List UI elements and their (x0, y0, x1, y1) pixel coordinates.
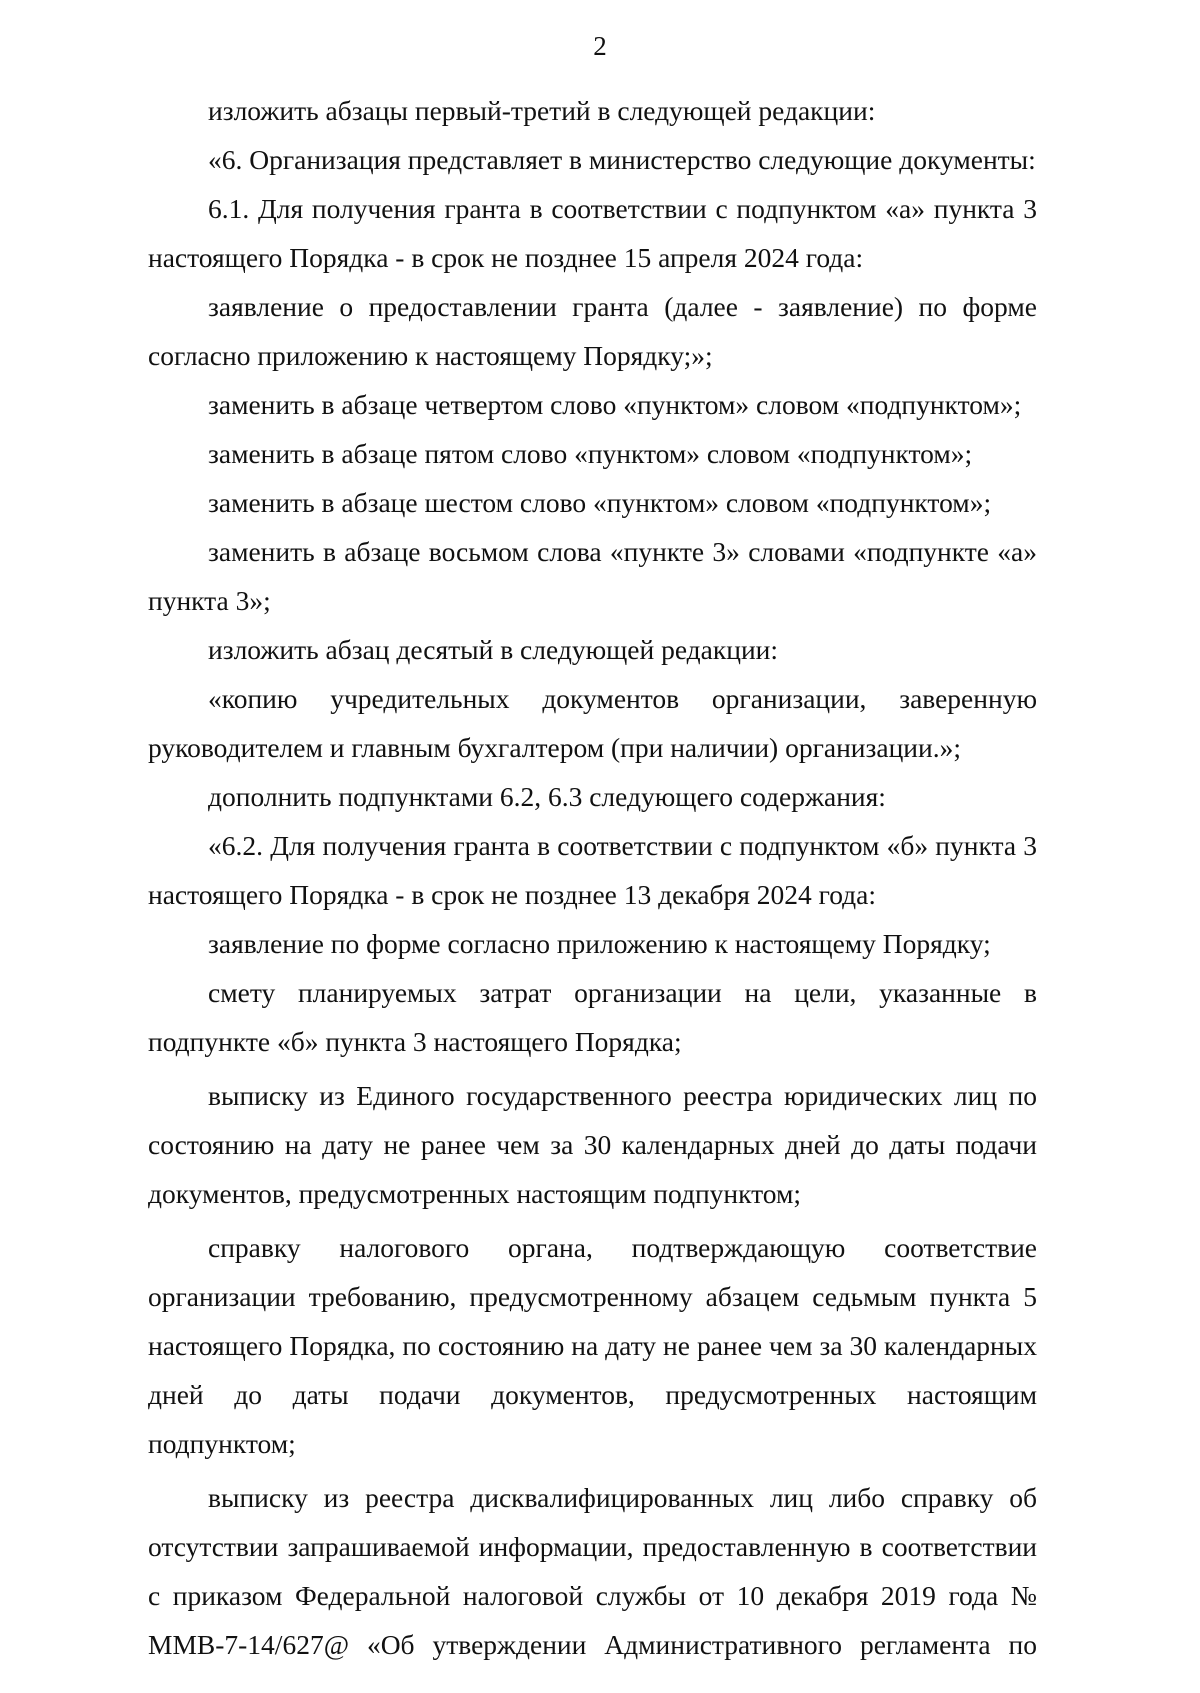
paragraph-1: изложить абзацы первый-третий в следующей редакции: (208, 95, 876, 126)
paragraph-10: «копию учредительных документов организации, заверенную руководителем и главным бухгалтером (при наличии) организации.»; (148, 683, 1037, 763)
paragraph-3: 6.1. Для получения гранта в соответствии с подпунктом «а» пункта 3 настоящего Порядка - в срок не позднее 15 апреля 2024 года: (148, 193, 1037, 273)
paragraph-9: изложить абзац десятый в следующей редакции: (208, 634, 779, 665)
paragraph-14: смету планируемых затрат организации на цели, указанные в подпункте «б» пункта 3 настоящего Порядка; (148, 977, 1037, 1057)
page-number: 2 (593, 31, 607, 61)
paragraph-17: выписку из реестра дисквалифицированных лиц либо справку об отсутствии запрашиваемой информации, предоставленную в соответствии с приказом Федеральной налоговой службы от 10 декабря 2019 года № ММВ-7-14/627@ «Об утверждении Административного регламента по (148, 1482, 1037, 1660)
paragraph-11: дополнить подпунктами 6.2, 6.3 следующего содержания: (208, 781, 886, 812)
paragraph-16: справку налогового органа, подтверждающую соответствие организации требованию, предусмотренному абзацем седьмым пункта 5 настоящего Порядка, по состоянию на дату не ранее чем за 30 календарных дней до даты подачи документов, предусмотренных настоящим подпунктом; (148, 1232, 1037, 1459)
document-body (148, 86, 1037, 1669)
paragraph-5: заменить в абзаце четвертом слово «пунктом» словом «подпунктом»; (208, 389, 1022, 420)
paragraph-8: заменить в абзаце восьмом слова «пункте 3» словами «подпункте «а» пункта 3»; (148, 536, 1037, 616)
paragraph-6: заменить в абзаце пятом слово «пунктом» словом «подпунктом»; (208, 438, 973, 469)
paragraph-15: выписку из Единого государственного реестра юридических лиц по состоянию на дату не ранее чем за 30 календарных дней до даты подачи документов, предусмотренных настоящим подпунктом; (148, 1080, 1037, 1209)
paragraph-7: заменить в абзаце шестом слово «пунктом» словом «подпунктом»; (208, 487, 992, 518)
paragraph-12: «6.2. Для получения гранта в соответствии с подпунктом «б» пункта 3 настоящего Порядка - в срок не позднее 13 декабря 2024 года: (148, 830, 1037, 910)
paragraph-4: заявление о предоставлении гранта (далее - заявление) по форме согласно приложению к настоящему Порядку;»; (148, 291, 1037, 371)
paragraph-13: заявление по форме согласно приложению к настоящему Порядку; (208, 928, 991, 959)
paragraph-2: «6. Организация представляет в министерство следующие документы: (208, 144, 1036, 175)
